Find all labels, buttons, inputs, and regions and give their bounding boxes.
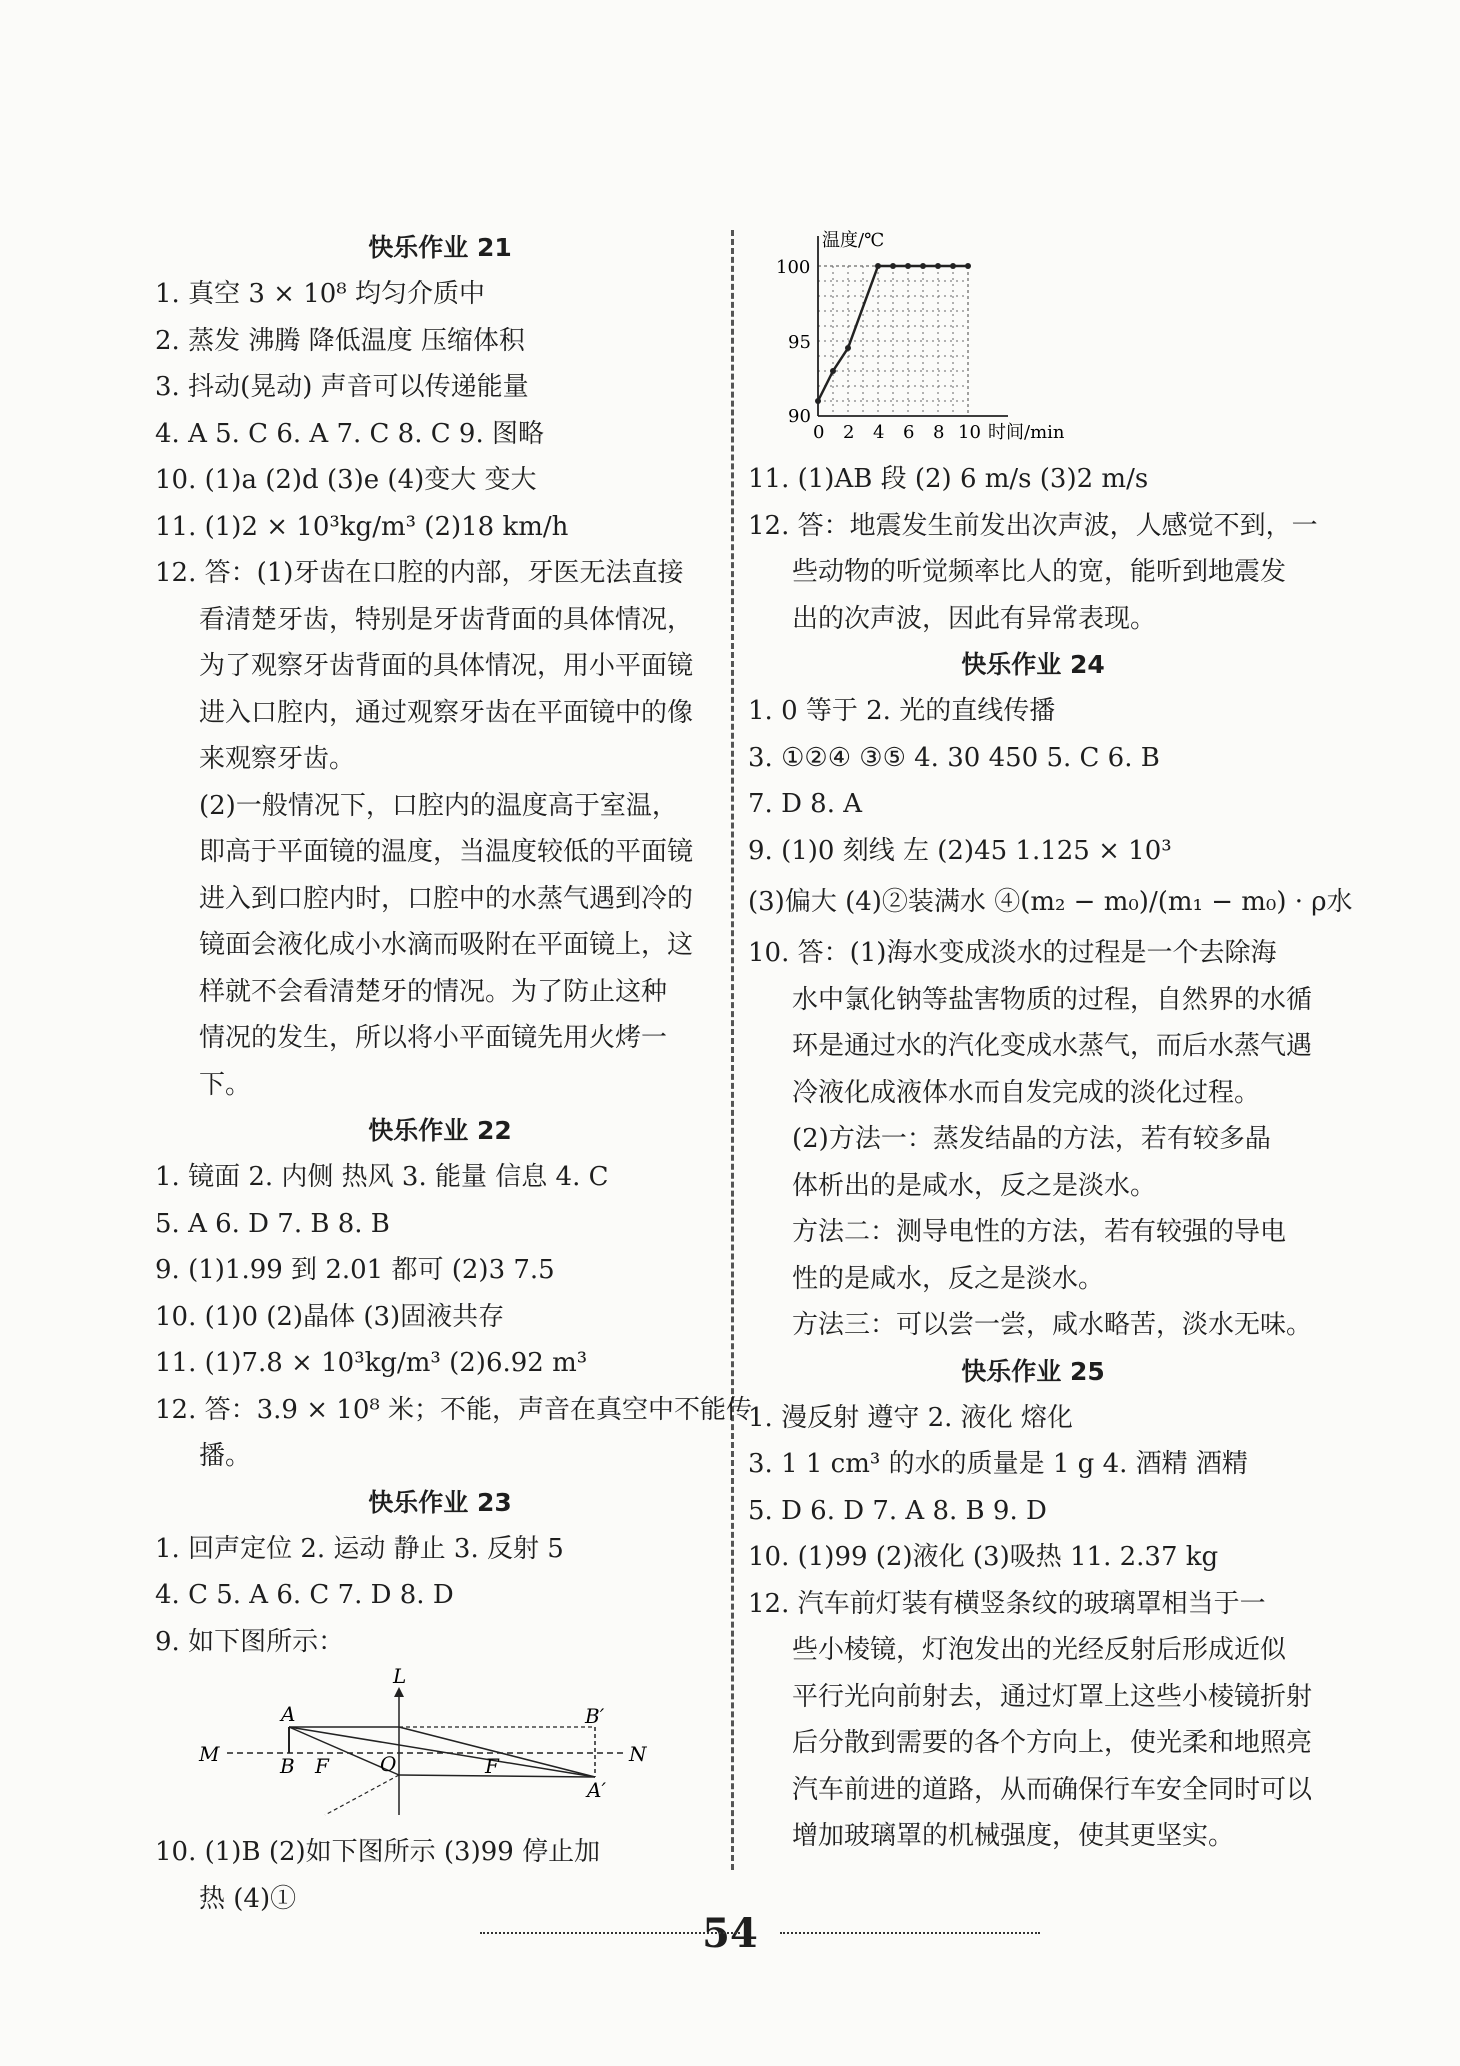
- answer-line: 1. 漫反射 遵守 2. 液化 熔化: [748, 1402, 1073, 1433]
- answer-line: 方法二：测导电性的方法，若有较强的导电: [792, 1217, 1287, 1247]
- figure-label: A′: [587, 1778, 606, 1802]
- answer-line: 9. (1)1.99 到 2.01 都可 (2)3 7.5: [155, 1255, 555, 1285]
- answer-line: 2. 蒸发 沸腾 降低温度 压缩体积: [155, 325, 525, 356]
- graph-xlabel: 时间/min: [988, 422, 1065, 443]
- page-footer: [0, 1910, 1460, 1970]
- answer-line: 后分散到需要的各个方向上，使光柔和地照亮: [792, 1728, 1313, 1758]
- graph-xtick: 0: [813, 422, 825, 443]
- answer-line: 3. 抖动(晃动) 声音可以传递能量: [155, 372, 529, 402]
- answer-line: (2)方法一：蒸发结晶的方法，若有较多晶: [792, 1124, 1271, 1154]
- answer-line: 增加玻璃罩的机械强度，使其更坚实。: [792, 1821, 1235, 1851]
- answer-line: 12. 答：3.9 × 10⁸ 米；不能，声音在真空中不能传: [155, 1394, 753, 1425]
- graph-ytick: 90: [788, 406, 811, 427]
- graph-xtick: 10: [958, 422, 981, 443]
- section-title-21: 快乐作业 21: [368, 233, 512, 262]
- figure-label: F: [485, 1754, 499, 1778]
- answer-line: 方法三：可以尝一尝，咸水略苦，淡水无味。: [792, 1310, 1313, 1340]
- answer-line: 5. A 6. D 7. B 8. B: [155, 1208, 390, 1239]
- answer-line: 10. (1)0 (2)晶体 (3)固液共存: [155, 1301, 505, 1332]
- figure-label: B: [280, 1754, 295, 1778]
- answer-line: 平行光向前射去，通过灯罩上这些小棱镜折射: [792, 1681, 1313, 1712]
- answer-line: 汽车前进的道路，从而确保行车安全同时可以: [792, 1774, 1313, 1805]
- answer-line: 热 (4)①: [199, 1883, 297, 1914]
- answer-line: 12. 答：(1)牙齿在口腔的内部，牙医无法直接: [155, 558, 684, 588]
- answer-line: 些小棱镜，灯泡发出的光经反射后形成近似: [792, 1635, 1287, 1665]
- answer-line: 10. (1)B (2)如下图所示 (3)99 停止加: [155, 1837, 601, 1867]
- answer-line: 3. 1 1 cm³ 的水的质量是 1 g 4. 酒精 酒精: [748, 1449, 1248, 1479]
- graph-xtick: 8: [933, 422, 945, 443]
- answer-line: 水中氯化钠等盐害物质的过程，自然界的水循: [792, 984, 1313, 1015]
- answer-line: 冷液化成液体水而自发完成的淡化过程。: [792, 1077, 1261, 1108]
- answer-line: 体析出的是咸水，反之是淡水。: [792, 1170, 1157, 1201]
- figure-label: A: [281, 1702, 296, 1726]
- graph-xtick: 6: [903, 422, 915, 443]
- answer-line: 1. 真空 3 × 10⁸ 均匀介质中: [155, 279, 485, 309]
- figure-label: O: [380, 1752, 397, 1776]
- answer-line: 1. 镜面 2. 内侧 热风 3. 能量 信息 4. C: [155, 1162, 609, 1192]
- answer-line: 12. 汽车前灯装有横竖条纹的玻璃罩相当于一: [748, 1588, 1266, 1619]
- answer-line: 情况的发生，所以将小平面镜先用火烤一: [199, 1023, 668, 1053]
- answer-line: 下。: [199, 1069, 252, 1100]
- answer-line: 11. (1)2 × 10³kg/m³ (2)18 km/h: [155, 511, 569, 542]
- answer-line: 出的次声波，因此有异常表现。: [792, 603, 1157, 634]
- answer-line: 10. (1)a (2)d (3)e (4)变大 变大: [155, 465, 537, 495]
- answer-line: 进入口腔内，通过观察牙齿在平面镜中的像: [199, 697, 694, 728]
- answer-line: 3. ①②④ ③⑤ 4. 30 450 5. C 6. B: [748, 742, 1160, 773]
- answer-line: 12. 答：地震发生前发出次声波，人感觉不到，一: [748, 510, 1318, 541]
- graph-xtick: 4: [873, 422, 885, 443]
- answer-line: (3)偏大 (4)②装满水 ④(m₂ − m₀)/(m₁ − m₀) · ρ水: [748, 887, 1353, 917]
- figure-label: B′: [585, 1704, 605, 1728]
- figure-label: M: [199, 1742, 220, 1766]
- answer-line: 10. 答：(1)海水变成淡水的过程是一个去除海: [748, 938, 1277, 968]
- answer-line: 9. (1)0 刻线 左 (2)45 1.125 × 10³: [748, 835, 1172, 866]
- section-title-24: 快乐作业 24: [961, 650, 1105, 679]
- ornament-left: [480, 1932, 740, 1936]
- answer-line: 性的是咸水，反之是淡水。: [792, 1263, 1105, 1294]
- answer-line: 为了观察牙齿背面的具体情况，用小平面镜: [199, 651, 694, 681]
- answer-line: 镜面会液化成小水滴而吸附在平面镜上，这: [199, 930, 694, 960]
- answer-line: 4. A 5. C 6. A 7. C 8. C 9. 图略: [155, 418, 544, 449]
- section-title-23: 快乐作业 23: [368, 1487, 512, 1517]
- answer-line: 1. 回声定位 2. 运动 静止 3. 反射 5: [155, 1533, 564, 1564]
- answer-line: 10. (1)99 (2)液化 (3)吸热 11. 2.37 kg: [748, 1542, 1219, 1572]
- answer-line: 看清楚牙齿，特别是牙齿背面的具体情况，: [199, 604, 694, 635]
- graph-ytick: 95: [788, 332, 811, 353]
- answer-line: 样就不会看清楚牙的情况。为了防止这种: [199, 976, 668, 1007]
- page-number: 54: [702, 1910, 758, 1957]
- answer-line: 来观察牙齿。: [199, 744, 356, 774]
- section-title-25: 快乐作业 25: [961, 1356, 1105, 1386]
- figure-label: F: [315, 1754, 329, 1778]
- graph-xtick: 2: [843, 422, 855, 443]
- answer-line: (2)一般情况下，口腔内的温度高于室温，: [199, 790, 678, 821]
- answer-line: 11. (1)7.8 × 10³kg/m³ (2)6.92 m³: [155, 1348, 588, 1378]
- figure-label: L: [393, 1665, 407, 1688]
- answer-line: 4. C 5. A 6. C 7. D 8. D: [155, 1580, 454, 1610]
- answer-line: 9. 如下图所示：: [155, 1626, 345, 1657]
- answer-line: 11. (1)AB 段 (2) 6 m/s (3)2 m/s: [748, 464, 1149, 494]
- answer-line: 些动物的听觉频率比人的宽，能听到地震发: [792, 557, 1287, 587]
- figure-label: N: [629, 1742, 647, 1766]
- right-column: [748, 222, 1353, 1860]
- ornament-right: [780, 1932, 1040, 1936]
- answer-line: 7. D 8. A: [748, 789, 863, 819]
- left-column: [155, 225, 753, 1922]
- section-title-22: 快乐作业 22: [368, 1116, 512, 1145]
- answer-line: 1. 0 等于 2. 光的直线传播: [748, 696, 1056, 726]
- answer-line: 环是通过水的汽化变成水蒸气，而后水蒸气遇: [792, 1031, 1313, 1061]
- lens-ray-diagram: [155, 1665, 725, 1829]
- answer-line: 播。: [199, 1441, 252, 1471]
- answer-line: 进入到口腔内时，口腔中的水蒸气遇到冷的: [199, 883, 694, 914]
- graph-ylabel: 温度/℃: [822, 230, 885, 251]
- answer-line: 5. D 6. D 7. A 8. B 9. D: [748, 1495, 1047, 1526]
- column-divider: [731, 230, 734, 1870]
- graph-ytick: 100: [776, 257, 811, 278]
- temperature-graph: [748, 222, 1318, 456]
- answer-line: 即高于平面镜的温度，当温度较低的平面镜: [199, 837, 694, 867]
